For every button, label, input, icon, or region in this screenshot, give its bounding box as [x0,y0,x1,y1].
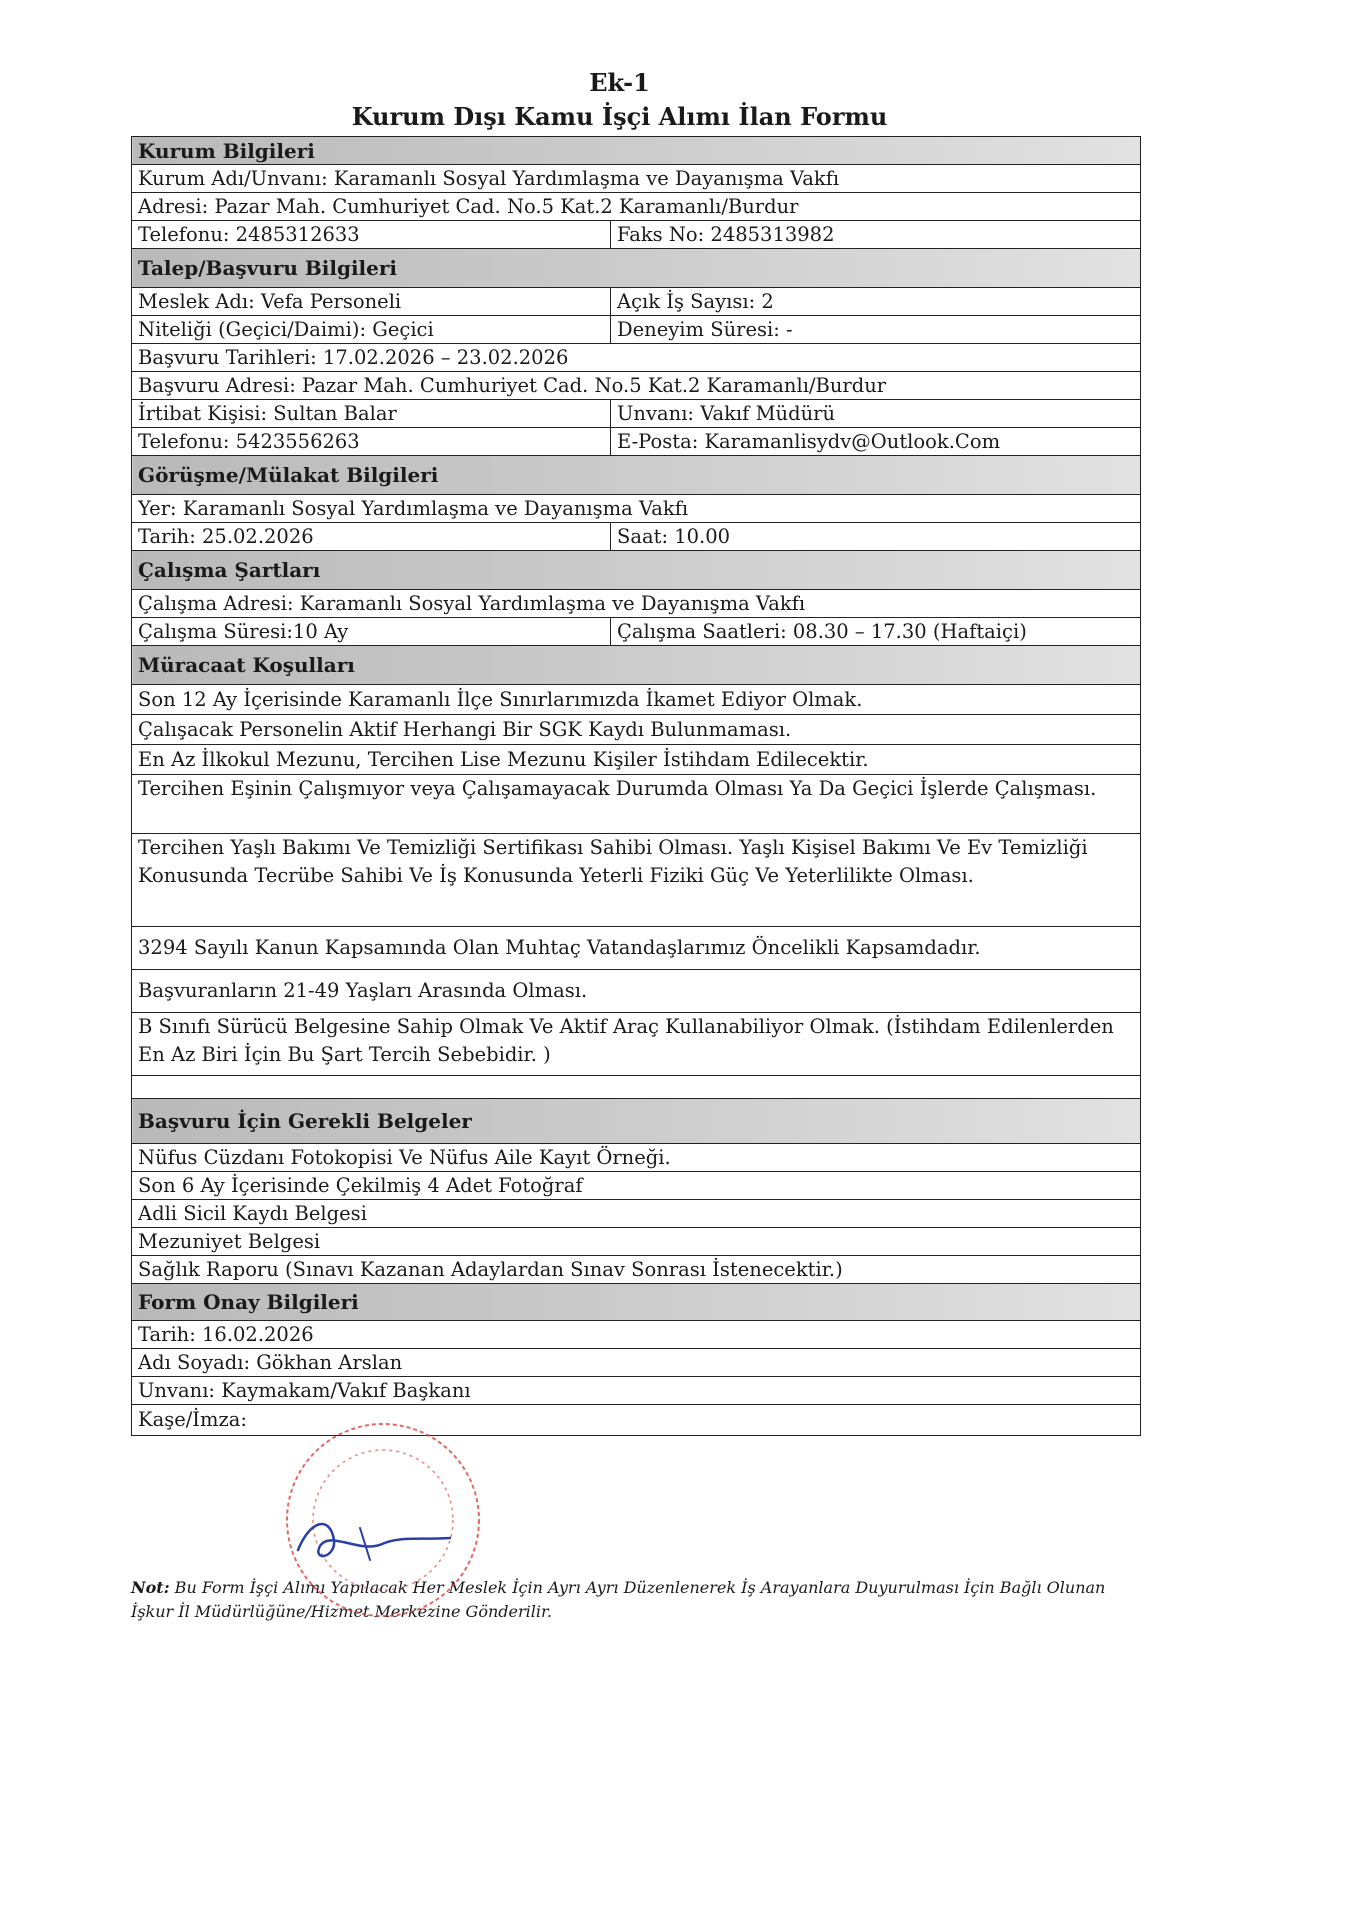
experience-duration: Deneyim Süresi: - [611,316,1141,344]
interview-place: Yer: Karamanlı Sosyal Yardımlaşma ve Dayanışma Vakfı [132,495,1141,523]
condition-item: Başvuranların 21-49 Yaşları Arasında Olması. [132,970,1141,1013]
condition-item: 3294 Sayılı Kanun Kapsamında Olan Muhtaç Vatandaşlarımız Öncelikli Kapsamdadır. [132,927,1141,970]
note-label: Not: [131,1578,170,1597]
section-request [132,249,1141,288]
signature-label: Kaşe/İmza: [132,1405,1141,1436]
institution-fax: Faks No: 2485313982 [611,221,1141,249]
section-heading: Talep/Başvuru Bilgileri [132,249,1141,288]
work-address: Çalışma Adresi: Karamanlı Sosyal Yardımlaşma ve Dayanışma Vakfı [132,590,1141,618]
condition-item: Çalışacak Personelin Aktif Herhangi Bir SGK Kaydı Bulunmaması. [132,715,1141,745]
section-heading: Form Onay Bilgileri [132,1284,1141,1321]
blank-row [132,1076,1141,1099]
note-text: Bu Form İşçi Alımı Yapılacak Her Meslek İçin Ayrı Ayrı Düzenlenerek İş Arayanlara Duyurulması İçin Bağlı Olunan İşkur İl Müdürlüğüne/Hizmet Merkezine Gönderilir. [131,1578,1106,1621]
condition-item: En Az İlkokul Mezunu, Tercihen Lise Mezunu Kişiler İstihdam Edilecektir. [132,745,1141,775]
job-name: Meslek Adı: Vefa Personeli [132,288,611,316]
condition-item: Son 12 Ay İçerisinde Karamanlı İlçe Sınırlarımızda İkamet Ediyor Olmak. [132,685,1141,715]
section-heading: Çalışma Şartları [132,551,1141,590]
announcement-form-table [131,136,1141,1436]
condition-item: B Sınıfı Sürücü Belgesine Sahip Olmak Ve Aktif Araç Kullanabiliyor Olmak. (İstihdam Edilenlerden En Az Biri İçin Bu Şart Tercih Sebebidir. ) [132,1013,1141,1076]
institution-phone: Telefonu: 2485312633 [132,221,611,249]
document-item: Adli Sicil Kaydı Belgesi [132,1200,1141,1228]
open-positions: Açık İş Sayısı: 2 [611,288,1141,316]
section-heading: Kurum Bilgileri [132,137,1141,165]
contact-person: İrtibat Kişisi: Sultan Balar [132,400,611,428]
section-work [132,551,1141,590]
interview-date: Tarih: 25.02.2026 [132,523,611,551]
section-documents [132,1099,1141,1144]
contact-email: E-Posta: Karamanlisydv@Outlook.Com [611,428,1141,456]
application-dates: Başvuru Tarihleri: 17.02.2026 – 23.02.2026 [132,344,1141,372]
work-hours: Çalışma Saatleri: 08.30 – 17.30 (Haftaiçi) [611,618,1141,646]
document-item: Sağlık Raporu (Sınavı Kazanan Adaylardan Sınav Sonrası İstenecektir.) [132,1256,1141,1284]
approval-date: Tarih: 16.02.2026 [132,1321,1141,1349]
contact-phone: Telefonu: 5423556263 [132,428,611,456]
annex-label: Ek-1 [589,68,650,97]
section-interview [132,456,1141,495]
section-heading: Başvuru İçin Gerekli Belgeler [132,1099,1141,1144]
condition-item: Tercihen Eşinin Çalışmıyor veya Çalışamayacak Durumda Olması Ya Da Geçici İşlerde Çalışması. [132,775,1141,834]
approver-title: Unvanı: Kaymakam/Vakıf Başkanı [132,1377,1141,1405]
application-address: Başvuru Adresi: Pazar Mah. Cumhuriyet Cad. No.5 Kat.2 Karamanlı/Burdur [132,372,1141,400]
section-heading: Görüşme/Mülakat Bilgileri [132,456,1141,495]
work-duration: Çalışma Süresi:10 Ay [132,618,611,646]
contact-title: Unvanı: Vakıf Müdürü [611,400,1141,428]
section-institution [132,137,1141,165]
section-heading: Müracaat Koşulları [132,646,1141,685]
section-conditions [132,646,1141,685]
document-item: Son 6 Ay İçerisinde Çekilmiş 4 Adet Fotoğraf [132,1172,1141,1200]
institution-name: Kurum Adı/Unvanı: Karamanlı Sosyal Yardımlaşma ve Dayanışma Vakfı [132,165,1141,193]
approver-name: Adı Soyadı: Gökhan Arslan [132,1349,1141,1377]
signature-scribble [290,1510,460,1570]
job-nature: Niteliği (Geçici/Daimi): Geçici [132,316,611,344]
institution-address: Adresi: Pazar Mah. Cumhuriyet Cad. No.5 Kat.2 Karamanlı/Burdur [132,193,1141,221]
section-approval [132,1284,1141,1321]
form-title: Kurum Dışı Kamu İşçi Alımı İlan Formu [351,102,888,131]
condition-item: Tercihen Yaşlı Bakımı Ve Temizliği Sertifikası Sahibi Olması. Yaşlı Kişisel Bakımı Ve Ev Temizliği Konusunda Tecrübe Sahibi Ve İş Konusunda Yeterli Fiziki Güç Ve Yeterlilikte Olması. [132,834,1141,927]
interview-time: Saat: 10.00 [611,523,1141,551]
document-item: Mezuniyet Belgesi [132,1228,1141,1256]
document-item: Nüfus Cüzdanı Fotokopisi Ve Nüfus Aile Kayıt Örneği. [132,1144,1141,1172]
